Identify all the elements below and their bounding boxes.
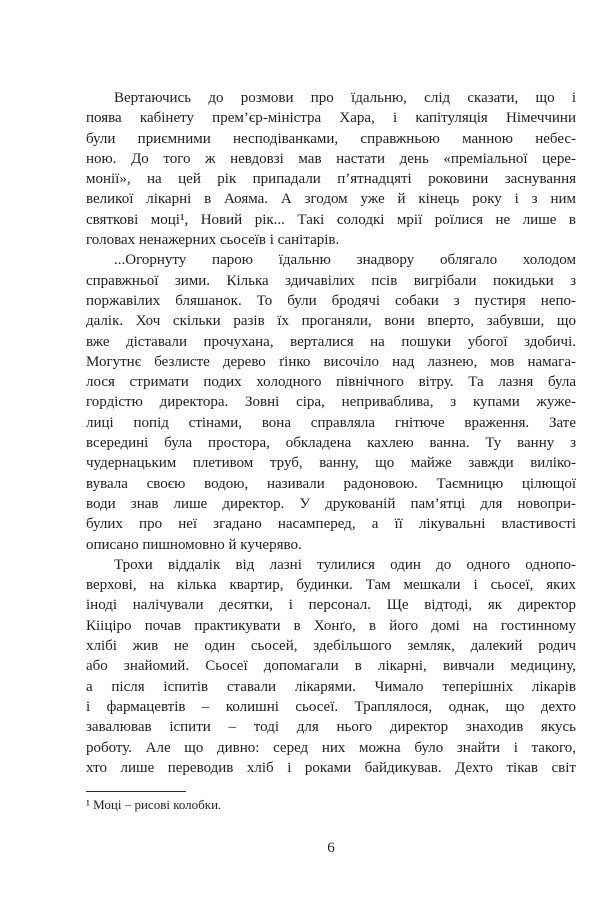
text-line: всередині була простора, обкладена кахлею ванна. Ту ванну з [86, 435, 576, 452]
text-line: ною. До того ж невдовзі мав настати день «преміальної цере- [86, 150, 576, 167]
text-line: були приємними несподіванками, справжньою манною небес- [86, 130, 576, 147]
text-line: святкові моці¹, Новий рік... Такі солодкі мрії роїлися не лише в [86, 211, 576, 228]
footnote-text: Моці – рисові колобки. [93, 797, 222, 813]
text-line: а після іспитів ставали лікарями. Чимало теперішніх лікарів [86, 678, 576, 695]
text-line: Вертаючись до розмови про їдальню, слід сказати, що і [114, 90, 576, 106]
text-line: вувала своєю водою, називали радоновою. Таємницю цілющої [86, 475, 576, 492]
text-line: справжньої зими. Кілька здичавілих псів вигрібали покидьки з [86, 272, 576, 289]
text-line: Могутнє безлисте дерево ґінко височіло над лазнею, мов намага- [86, 353, 576, 370]
paragraph [86, 250, 576, 554]
text-line: хто лише переводив хліб і роками байдикував. Дехто тікав світ [86, 759, 576, 776]
text-line: лося стримати подих холодного північного вітру. Та лазня була [86, 374, 576, 391]
text-line: булих про неї згадано насамперед, а її лікувальні властивості [86, 516, 576, 533]
text-line: завалював іспити – тоді для нього директор знаходив якусь [86, 719, 576, 736]
text-line: монії», на цей рік припадали п’ятнадцяті роковини заснування [86, 171, 576, 188]
footnote-divider [86, 791, 186, 792]
text-line: або знайомий. Сьосеї допомагали в лікарні, вивчали медицину, [86, 658, 576, 675]
text-line: головах ненажерних сьосеїв і санітарів. [86, 232, 340, 249]
text-line: великої лікарні в Аояма. А згодом уже й кінець року і з ним [86, 191, 576, 208]
text-line: іноді налічували десятки, і персонал. Ще відтоді, як директор [86, 597, 576, 614]
text-line: чудернацьким плетивом труб, ванну, що майже завжди виліко- [86, 455, 576, 472]
text-line: лиці попід стінами, вона справляла гнітюче враження. Зате [86, 414, 576, 431]
page-number: 6 [327, 840, 335, 856]
text-line: Кііціро почав практикувати в Хонґо, в його домі на гостинному [86, 617, 576, 634]
paragraph [86, 555, 576, 778]
footnote-marker: ¹ [86, 797, 90, 813]
text-line: описано пишномовно й кучеряво. [86, 536, 302, 553]
text-line: далік. Хоч скільки разів їх проганяли, вони вперто, забувши, що [86, 313, 576, 330]
text-line: ...Огорнуту парою їдальню знадвору облягало холодом [114, 252, 576, 269]
text-line: і фармацевтів – колишні сьосеї. Траплялося, однак, що дехто [86, 698, 576, 715]
text-line: роботу. Але що дивно: серед них можна було знайти і такого, [86, 739, 576, 756]
text-line: вже діставали прочухана, верталися на пошуки убогої здобичі. [86, 333, 576, 350]
text-line: Трохи віддалік від лазні тулилися один до одного однопо- [114, 556, 576, 573]
footnote [86, 796, 576, 813]
text-line: води знав лише директор. У друкованій пам’ятці для новопри- [86, 495, 576, 512]
paragraph [86, 88, 576, 250]
text-line: поржавілих бляшанок. То були бродячі собаки з пустиря непо- [86, 292, 576, 309]
text-line: верхові, на кілька квартир, будинки. Там мешкали і сьосеї, яких [86, 577, 576, 594]
page-text [86, 88, 576, 813]
text-line: гордістю директора. Зовні сіра, неприваблива, з купами жуже- [86, 394, 576, 411]
text-line: хлібі жив не один сьосей, здебільшого земляк, далекий родич [86, 638, 576, 655]
text-line: поява кабінету прем’єр-міністра Хара, і капітуляція Німеччини [86, 110, 576, 127]
